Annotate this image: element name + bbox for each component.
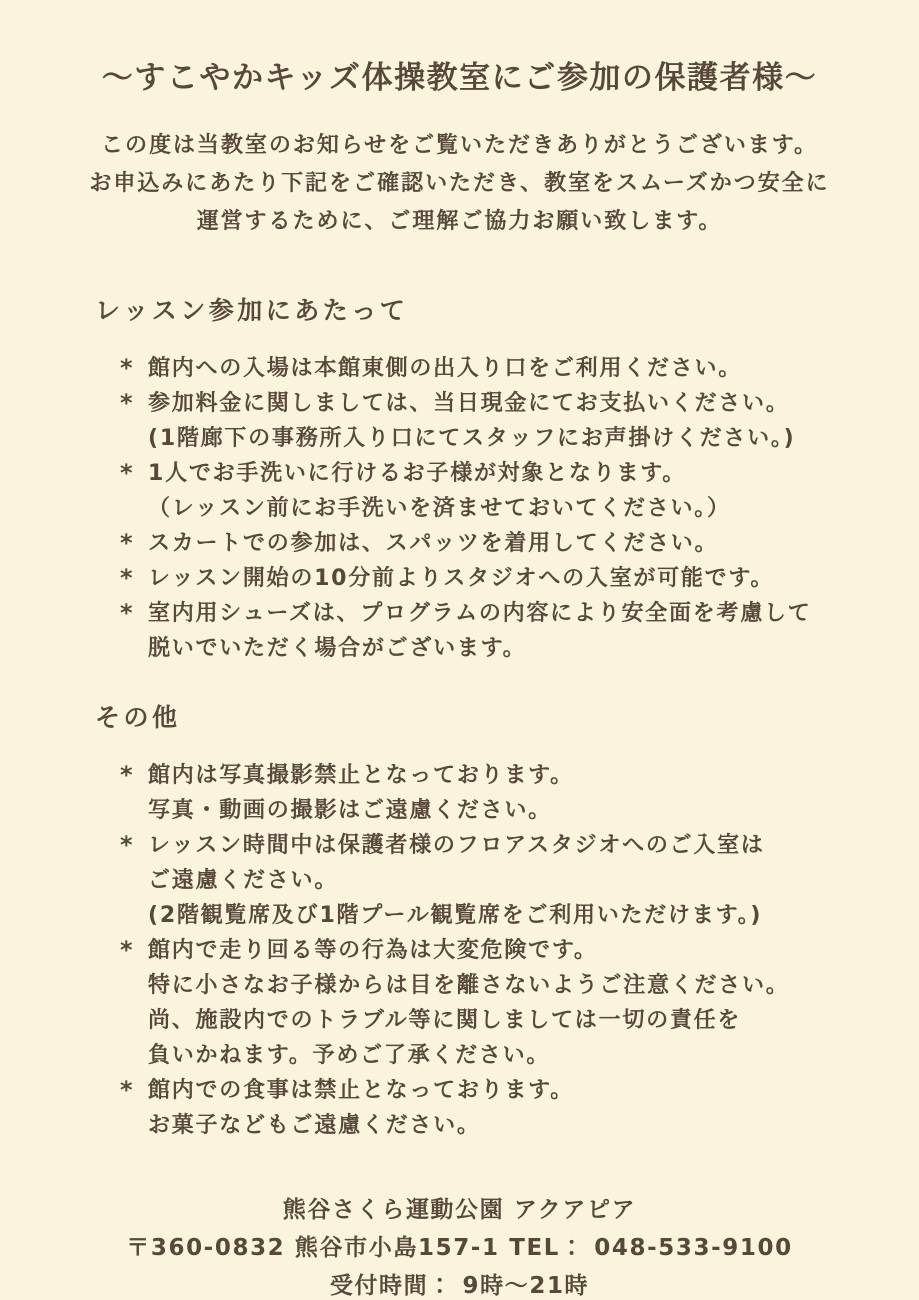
- list-item: [120, 456, 919, 526]
- list-item: [120, 351, 919, 386]
- bullet-marker: *: [120, 831, 135, 859]
- section-heading-other: その他: [95, 703, 181, 732]
- intro-line: この度は当教室のお知らせをご覧いただきありがとうございます。: [101, 133, 818, 158]
- bullet-marker: *: [120, 389, 135, 417]
- other-notes-list: [120, 758, 919, 1143]
- item-line: レッスン開始の10分前よりスタジオへの入室が可能です。: [148, 566, 775, 591]
- bullet-marker: *: [120, 459, 135, 487]
- bullet-marker: *: [120, 599, 135, 627]
- item-line: 館内で走り回る等の行為は大変危険です。: [148, 938, 598, 963]
- intro-line: 運営するために、ご理解ご協力お願い致します。: [196, 209, 723, 234]
- lesson-notes-list: [120, 351, 919, 666]
- intro-line: お申込みにあたり下記をご確認いただき、教室をスムーズかつ安全に: [89, 171, 830, 196]
- list-item: [120, 386, 919, 456]
- bullet-marker: *: [120, 564, 135, 592]
- list-item: [120, 758, 919, 828]
- item-line: 負いかねます。予めご了承ください。: [148, 1043, 551, 1068]
- item-line: 尚、施設内でのトラブル等に関しましては一切の責任を: [148, 1008, 742, 1033]
- item-line: 館内での食事は禁止となっております。: [148, 1078, 574, 1103]
- list-item: [120, 526, 919, 561]
- reception-hours: 受付時間： 9時〜21時: [329, 1273, 590, 1299]
- item-line: 写真・動画の撮影はご遠慮ください。: [148, 798, 552, 823]
- list-item: [120, 1073, 919, 1143]
- bullet-marker: *: [120, 1076, 135, 1104]
- page-title: 〜すこやかキッズ体操教室にご参加の保護者様〜: [101, 60, 818, 96]
- item-line: 参加料金に関しましては、当日現金にてお支払いください。: [148, 391, 790, 416]
- item-line: 特に小さなお子様からは目を離さないようご注意ください。: [148, 973, 790, 998]
- item-line: （レッスン前にお手洗いを済ませておいてください。）: [148, 496, 731, 521]
- bullet-marker: *: [120, 761, 135, 789]
- facility-info: [0, 1191, 919, 1300]
- item-line: (1階廊下の事務所入り口にてスタッフにお声掛けください。): [148, 426, 796, 451]
- bullet-marker: *: [120, 936, 135, 964]
- list-item: [120, 561, 919, 596]
- item-line: スカートでの参加は、スパッツを着用してください。: [148, 531, 719, 556]
- facility-address-phone: 〒360-0832 熊谷市小島157-1 TEL： 048-533-9100: [126, 1235, 793, 1261]
- item-line: お菓子などもご遠慮ください。: [148, 1113, 481, 1138]
- section-heading-lesson: レッスン参加にあたって: [95, 296, 409, 325]
- item-line: 館内への入場は本館東側の出入り口をご利用ください。: [148, 356, 743, 381]
- intro-paragraph: [0, 127, 919, 241]
- item-line: レッスン時間中は保護者様のフロアスタジオへのご入室は: [148, 833, 765, 858]
- item-line: 館内は写真撮影禁止となっております。: [148, 763, 574, 788]
- list-item: [120, 596, 919, 666]
- item-line: 1人でお手洗いに行けるお子様が対象となります。: [148, 461, 687, 486]
- bullet-marker: *: [120, 529, 135, 557]
- item-line: ご遠慮ください。: [148, 868, 339, 893]
- list-item: [120, 933, 919, 1073]
- item-line: 脱いでいただく場合がございます。: [148, 636, 527, 661]
- bullet-marker: *: [120, 354, 135, 382]
- item-line: 室内用シューズは、プログラムの内容により安全面を考慮して: [148, 601, 812, 626]
- item-line: (2階観覧席及び1階プール観覧席をご利用いただけます。): [148, 903, 763, 928]
- facility-name: 熊谷さくら運動公園 アクアピア: [282, 1197, 637, 1223]
- list-item: [120, 828, 919, 933]
